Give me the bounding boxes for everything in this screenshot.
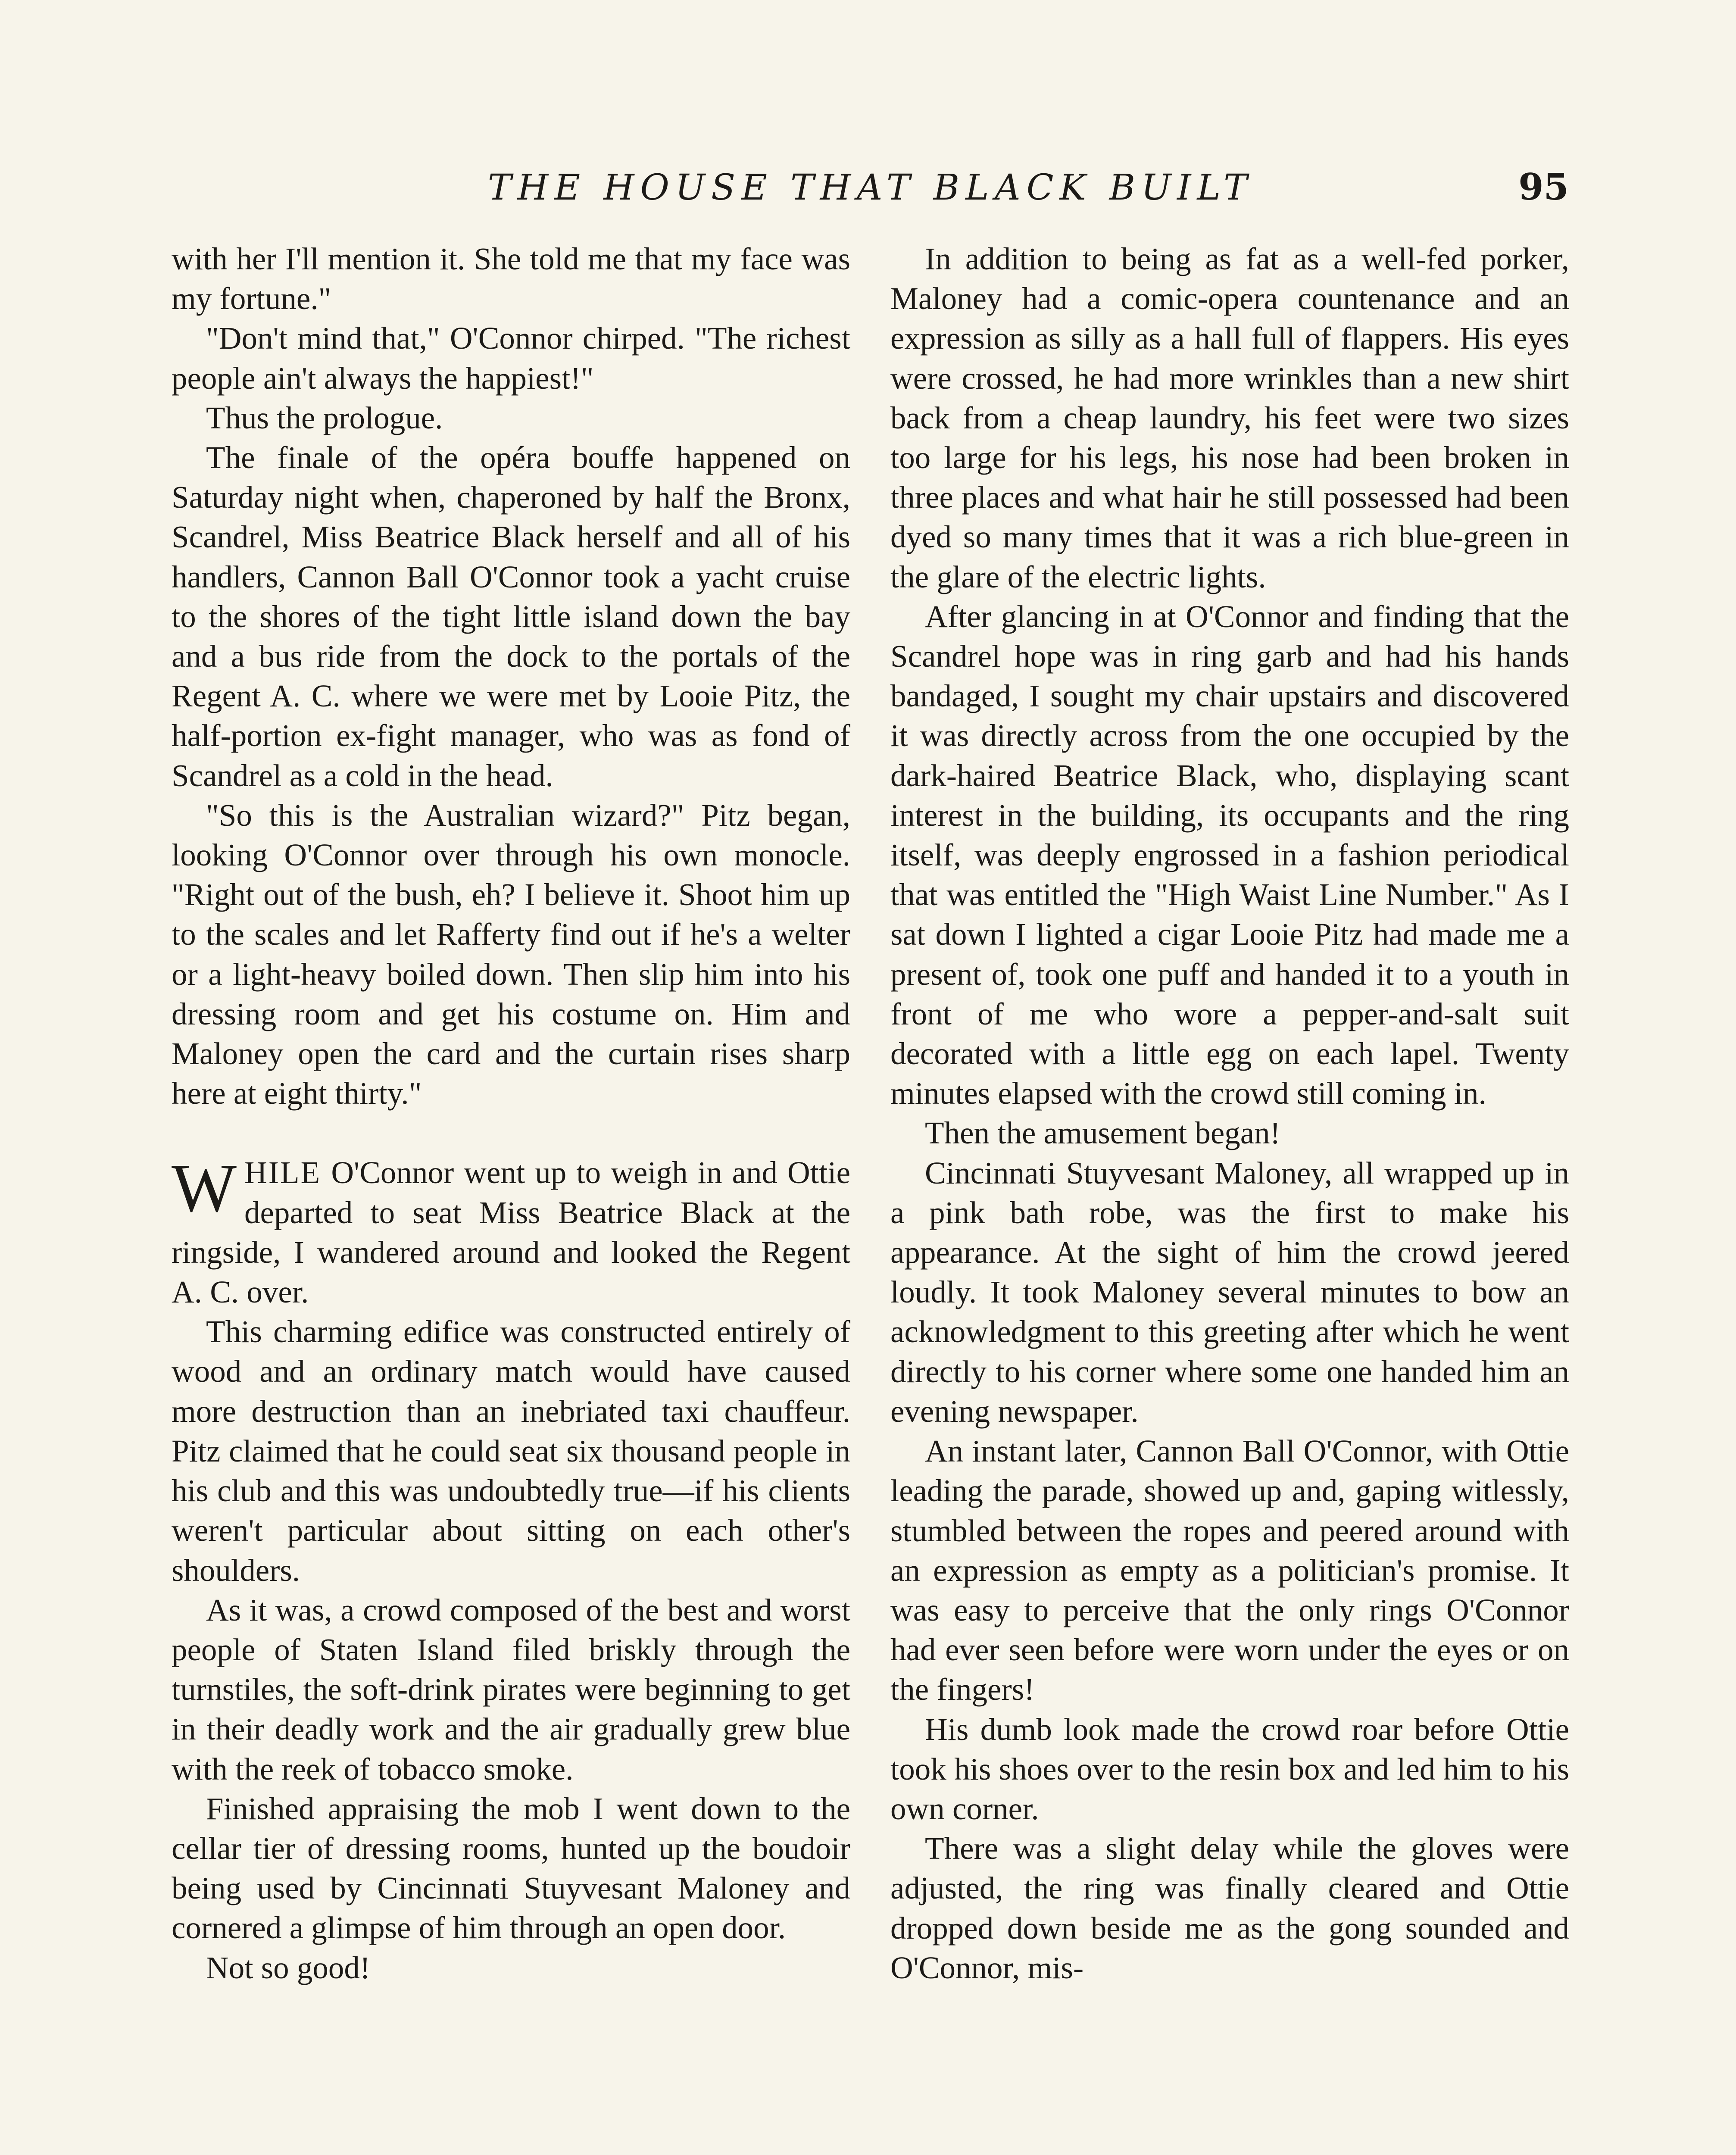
small-caps-lead: HILE xyxy=(244,1155,322,1190)
drop-cap: W xyxy=(172,1149,237,1227)
paragraph: The finale of the opéra bouffe happened on Saturday night when, chaperoned by half the Bronx, Scandrel, Miss Beatrice Black herself and all of his handlers, Cannon Ball O'Connor took a yacht cruise to the shores of the tight little island down the bay and a bus ride from the dock to the portals of the Regent A. C. where we were met by Looie Pitz, the half-portion ex-fight manager, who was as fond of Scandrel as a cold in the head. xyxy=(172,440,850,793)
paragraph: As it was, a crowd composed of the best and worst people of Staten Island filed briskly through the turnstiles, the soft-drink pirates were beginning to get in their deadly work and the air gradually grew blue with the reek of tobacco smoke. xyxy=(172,1592,850,1786)
paragraph: In addition to being as fat as a well-fed porker, Maloney had a comic-opera countenance and an expression as silly as a hall full of flappers. His eyes were crossed, he had more wrinkles than a new shirt back from a cheap laundry, his feet were two sizes too large for his legs, his nose had been broken in three places and what hair he still possessed had been dyed so many times that it was a rich blue-green in the glare of the electric lights. xyxy=(890,241,1569,594)
paragraph: An instant later, Cannon Ball O'Connor, with Ottie leading the parade, showed up and, gaping witlessly, stumbled between the ropes and peered around with an expression as empty as a politician's promise. It was easy to perceive that the only rings O'Connor had ever seen before were worn under the eyes or on the fingers! xyxy=(890,1434,1569,1707)
left-column xyxy=(172,239,850,2155)
paragraph: Not so good! xyxy=(206,1950,371,1985)
running-title: THE HOUSE THAT BLACK BUILT xyxy=(488,167,1253,208)
right-column xyxy=(890,239,1569,2155)
page-number: 95 xyxy=(1518,166,1569,208)
paragraph: This charming edifice was constructed entirely of wood and an ordinary match would have caused more destruction than an inebriated taxi chauffeur. Pitz claimed that he could seat six thousand people in his club and this was undoubtedly true—if his clients weren't particular about sitting on each other's shoulders. xyxy=(172,1314,850,1588)
paragraph: There was a slight delay while the gloves were adjusted, the ring was finally cleared and Ottie dropped down beside me as the gong sounded and O'Connor, mis- xyxy=(890,1831,1569,1985)
section-opening-paragraph xyxy=(172,1149,850,1312)
paragraph: After glancing in at O'Connor and finding that the Scandrel hope was in ring garb and had his hands bandaged, I sought my chair upstairs and discovered it was directly across from the one occupied by the dark-haired Beatrice Black, who, displaying scant interest in the building, its occupants and the ring itself, was deeply engrossed in a fashion periodical that was entitled the "High Waist Line Number." As I sat down I lighted a cigar Looie Pitz had made me a present of, took one puff and handed it to a youth in front of me who wore a pepper-and-salt suit decorated with a little egg on each lapel. Twenty minutes elapsed with the crowd still coming in. xyxy=(890,599,1569,1111)
paragraph: with her I'll mention it. She told me that my face was my fortune." xyxy=(172,241,850,316)
paragraph: "So this is the Australian wizard?" Pitz began, looking O'Connor over through his own monocle. "Right out of the bush, eh? I believe it. Shoot him up to the scales and let Rafferty find out if he's a welter or a light-heavy boiled down. Then slip him into his dressing room and get his costume on. Him and Maloney open the card and the curtain rises sharp here at eight thirty." xyxy=(172,797,850,1111)
paragraph: "Don't mind that," O'Connor chirped. "The richest people ain't always the happiest!" xyxy=(172,321,850,396)
paragraph: His dumb look made the crowd roar before Ottie took his shoes over to the resin box and led him to his own corner. xyxy=(890,1712,1569,1826)
paragraph: Then the amusement began! xyxy=(925,1115,1280,1151)
paragraph: Thus the prologue. xyxy=(206,400,443,435)
running-head xyxy=(172,164,1569,216)
paragraph: Finished appraising the mob I went down to the cellar tier of dressing rooms, hunted up the boudoir being used by Cincinnati Stuyvesant Maloney and cornered a glimpse of him through an open door. xyxy=(172,1791,850,1946)
paragraph-text: O'Connor went up to weigh in and Ottie departed to seat Miss Beatrice Black at the ringside, I wandered around and looked the Regent A. C. over. xyxy=(172,1155,850,1310)
paragraph: Cincinnati Stuyvesant Maloney, all wrapped up in a pink bath robe, was the first to make his appearance. At the sight of him the crowd jeered loudly. It took Maloney several minutes to bow an acknowledgment to this greeting after which he went directly to his corner where some one handed him an evening newspaper. xyxy=(890,1155,1569,1429)
